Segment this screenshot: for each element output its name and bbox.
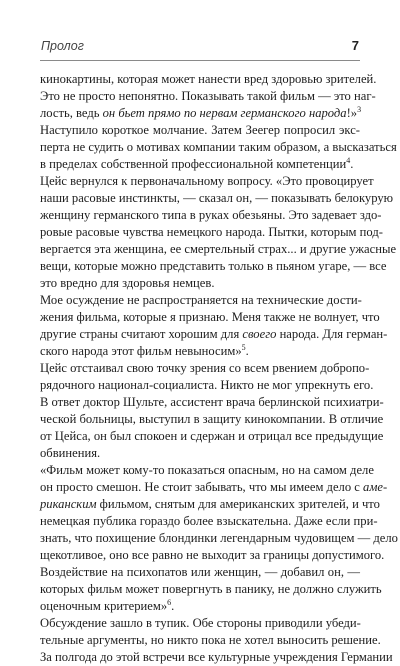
text-line xyxy=(40,139,397,156)
text-line xyxy=(40,343,360,360)
text-run: оценочным критерием» xyxy=(40,599,168,613)
text-run: это вредно для здоровья немцев. xyxy=(40,276,215,290)
italic-text: своего xyxy=(242,327,277,341)
italic-text: он бьет прямо по нервам германского народа xyxy=(102,106,347,120)
text-run: Мое осуждение не распространяется на технические дости- xyxy=(40,293,362,307)
chapter-title: Пролог xyxy=(41,39,84,53)
text-run: вергается эта женщина, ее смертельный страх... и другие ужасные xyxy=(40,242,397,256)
text-line xyxy=(40,428,384,445)
text-run: фильмом, снятым для американских зрителей, и что xyxy=(96,497,380,511)
text-line xyxy=(40,377,374,394)
text-line xyxy=(40,632,381,649)
text-run: в пределах собственной профессиональной компетенции xyxy=(40,157,347,171)
text-run: лость, ведь xyxy=(40,106,103,120)
text-line xyxy=(40,496,380,513)
text-line xyxy=(40,564,360,581)
text-line xyxy=(40,292,360,309)
text-line xyxy=(40,156,360,173)
text-line xyxy=(40,598,360,615)
text-line xyxy=(40,581,382,598)
text-line xyxy=(40,445,360,462)
text-line xyxy=(40,105,360,122)
text-run: другие страны считают хорошим для xyxy=(40,327,243,341)
text-run: Наступило короткое молчание. Затем Зеегер попросил экс- xyxy=(40,123,360,137)
text-line xyxy=(40,173,374,190)
text-line xyxy=(40,615,360,632)
text-run: немецкая публика гораздо более взыскательна. Даже если при- xyxy=(40,514,378,528)
body-text xyxy=(40,71,398,666)
text-line xyxy=(40,479,388,496)
footnote-ref: 3 xyxy=(357,104,362,114)
text-run: «Фильм может кому-то показаться опасным, но на самом деле xyxy=(40,463,374,477)
text-line xyxy=(40,360,370,377)
text-line xyxy=(40,275,360,292)
text-run: от Цейса, он был спокоен и сдержан и отрицал все предыдущие xyxy=(40,429,384,443)
text-line xyxy=(40,258,387,275)
text-run: В ответ доктор Шульте, ассистент врача берлинской психиатри- xyxy=(40,395,384,409)
text-run: он просто смешон. Не стоит забывать, что мы имеем дело с xyxy=(40,480,364,494)
text-run: Это не просто непонятно. Показывать такой фильм — это наг- xyxy=(40,89,376,103)
text-line xyxy=(40,241,397,258)
text-run: обвинения. xyxy=(40,446,101,460)
italic-text: риканским xyxy=(40,497,97,511)
text-line xyxy=(40,207,382,224)
text-line xyxy=(40,190,394,207)
text-run: Обсуждение зашло в тупик. Обе стороны приводили убеди- xyxy=(40,616,361,630)
text-run: тельные аргументы, но никто пока не хотел выносить решение. xyxy=(40,633,381,647)
text-line xyxy=(40,513,378,530)
footnote-ref: 6 xyxy=(167,597,172,607)
footnote-ref: 5 xyxy=(241,342,246,352)
text-run: ского народа этот фильм невыносим» xyxy=(40,344,242,358)
text-line xyxy=(40,122,360,139)
text-run: рядочного национал-социалиста. Никто не мог упрекнуть его. xyxy=(40,378,374,392)
text-line xyxy=(40,71,377,88)
text-line xyxy=(40,394,384,411)
page-number: 7 xyxy=(351,38,359,53)
running-header xyxy=(40,38,360,61)
text-run: кинокартины, которая может нанести вред здоровью зрителей. xyxy=(40,72,377,86)
text-line xyxy=(40,649,393,666)
text-run: . xyxy=(245,344,249,358)
text-line xyxy=(40,224,383,241)
text-line xyxy=(40,462,374,479)
text-run: жения фильма, которые я признаю. Меня также не волнует, что xyxy=(40,310,380,324)
text-run: женщину германского типа в руках обезьяны. Это задевает здо- xyxy=(40,208,382,222)
text-run: ровые расовые чувства немецкого народа. Пытки, которым под- xyxy=(40,225,383,239)
text-run: Воздействие на психопатов или женщин, — добавил он, — xyxy=(40,565,360,579)
text-run: ческой больницы, выступил в защиту кинокомпании. В отличие xyxy=(40,412,384,426)
text-run: народа. Для герман- xyxy=(276,327,388,341)
text-line xyxy=(40,547,385,564)
text-line xyxy=(40,88,376,105)
text-run: вещи, которые можно представить только в пьяном угаре, — все xyxy=(40,259,387,273)
text-run: наши расовые инстинкты, — сказал он, — показывать белокурую xyxy=(40,191,394,205)
text-run: перта не судить о мотивах компании таким образом, а высказаться xyxy=(40,140,397,154)
text-run: !» xyxy=(346,106,358,120)
text-line xyxy=(40,411,384,428)
text-line xyxy=(40,309,380,326)
text-run: щекотливое, оно все равно не выходит за границы допустимого. xyxy=(40,548,385,562)
text-line xyxy=(40,326,388,343)
text-run: Цейс вернулся к первоначальному вопросу. «Это провоцирует xyxy=(40,174,374,188)
footnote-ref: 4 xyxy=(346,155,351,165)
text-run: . xyxy=(350,157,354,171)
text-run: знать, что похищение блондинки легендарным чудовищем — дело xyxy=(40,531,398,545)
text-run: которых фильм может повергнуть в панику, не должно служить xyxy=(40,582,382,596)
text-run: . xyxy=(171,599,175,613)
text-run: За полгода до этой встречи все культурные учреждения Германии xyxy=(40,650,393,664)
text-line xyxy=(40,530,398,547)
text-run: Цейс отстаивал свою точку зрения со всем рвением добропо- xyxy=(40,361,370,375)
italic-text: аме- xyxy=(363,480,388,494)
